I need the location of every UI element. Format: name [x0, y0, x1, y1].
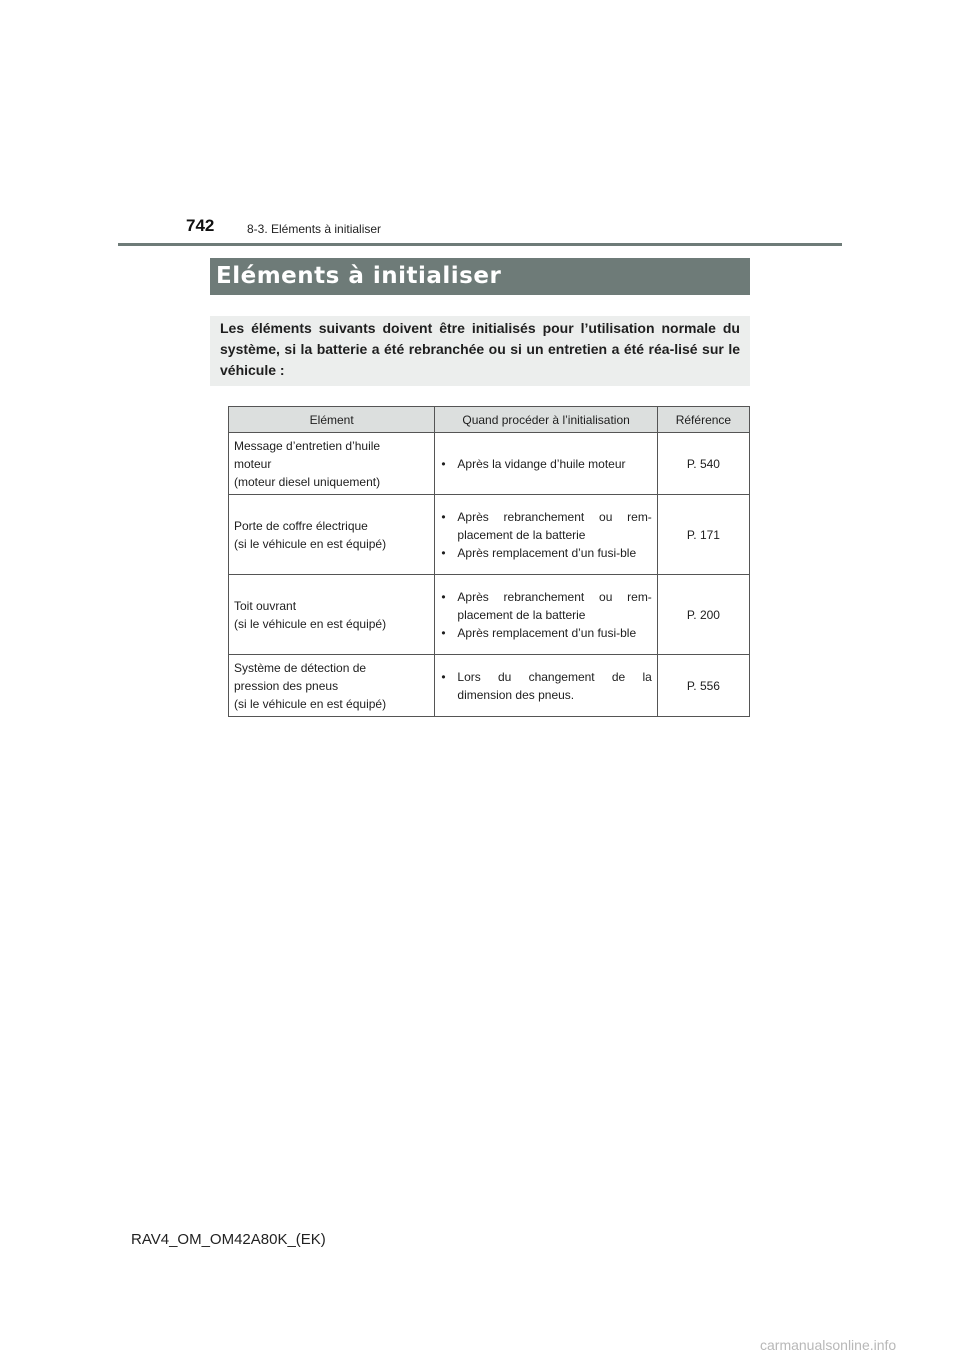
intro-text: Les éléments suivants doivent être initialisés pour l’utilisation normale du système, si la batterie a été rebranchée ou si un entretien a été réa-lisé sur le véhicule :: [220, 320, 740, 378]
when-text: Après rebranchement ou rem-placement de la batterie: [457, 589, 652, 622]
bullet-icon: •: [441, 625, 446, 640]
bullet-icon: •: [441, 509, 446, 524]
element-line: Toit ouvrant: [234, 598, 297, 613]
element-line: pression des pneus: [234, 678, 339, 693]
when-text: Après remplacement d’un fusi-ble: [457, 625, 637, 640]
element-line: (si le véhicule en est équipé): [234, 616, 387, 631]
column-header-reference: Référence: [657, 407, 749, 433]
when-text: Lors du changement de la dimension des pneus.: [457, 669, 652, 702]
when-cell: [435, 495, 657, 575]
document-code: RAV4_OM_OM42A80K_(EK): [131, 1231, 326, 1248]
column-header-element: Elément: [229, 407, 435, 433]
element-cell: [229, 495, 435, 575]
element-cell: [229, 655, 435, 717]
reference-cell: P. 171: [657, 495, 749, 575]
intro-box: [210, 316, 750, 386]
watermark: carmanualsonline.info: [760, 1337, 897, 1353]
column-header-when: Quand procéder à l’initialisation: [435, 407, 657, 433]
bullet-icon: •: [441, 545, 446, 560]
element-line: (moteur diesel uniquement): [234, 474, 381, 489]
table-header-row: [229, 407, 750, 433]
reference-cell: P. 200: [657, 575, 749, 655]
element-line: Système de détection de: [234, 660, 367, 675]
element-line: Message d’entretien d’huile: [234, 438, 381, 453]
section-label: 8-3. Eléments à initialiser: [247, 222, 382, 236]
when-item: [440, 508, 651, 544]
when-cell: [435, 575, 657, 655]
table-row: [229, 655, 750, 717]
reference-cell: P. 540: [657, 433, 749, 495]
when-cell: [435, 433, 657, 495]
when-cell: [435, 655, 657, 717]
page-title: Eléments à initialiser: [210, 258, 750, 295]
bullet-icon: •: [441, 669, 446, 684]
when-item: [440, 455, 651, 473]
element-cell: [229, 433, 435, 495]
element-line: (si le véhicule en est équipé): [234, 696, 387, 711]
when-text: Après remplacement d’un fusi-ble: [457, 545, 637, 560]
table-row: [229, 575, 750, 655]
reference-cell: P. 556: [657, 655, 749, 717]
when-item: [440, 624, 651, 642]
table-row: [229, 433, 750, 495]
table-row: [229, 495, 750, 575]
bullet-icon: •: [441, 589, 446, 604]
when-text: Après la vidange d’huile moteur: [457, 456, 626, 471]
element-line: (si le véhicule en est équipé): [234, 536, 387, 551]
element-line: moteur: [234, 456, 272, 471]
element-line: Porte de coffre électrique: [234, 518, 368, 533]
when-item: [440, 588, 651, 624]
header-divider: [118, 243, 842, 246]
initialization-table: [228, 406, 750, 717]
element-cell: [229, 575, 435, 655]
when-text: Après rebranchement ou rem-placement de la batterie: [457, 509, 652, 542]
page-number: 742: [186, 216, 215, 235]
bullet-icon: •: [441, 456, 446, 471]
when-item: [440, 668, 651, 704]
when-item: [440, 544, 651, 562]
